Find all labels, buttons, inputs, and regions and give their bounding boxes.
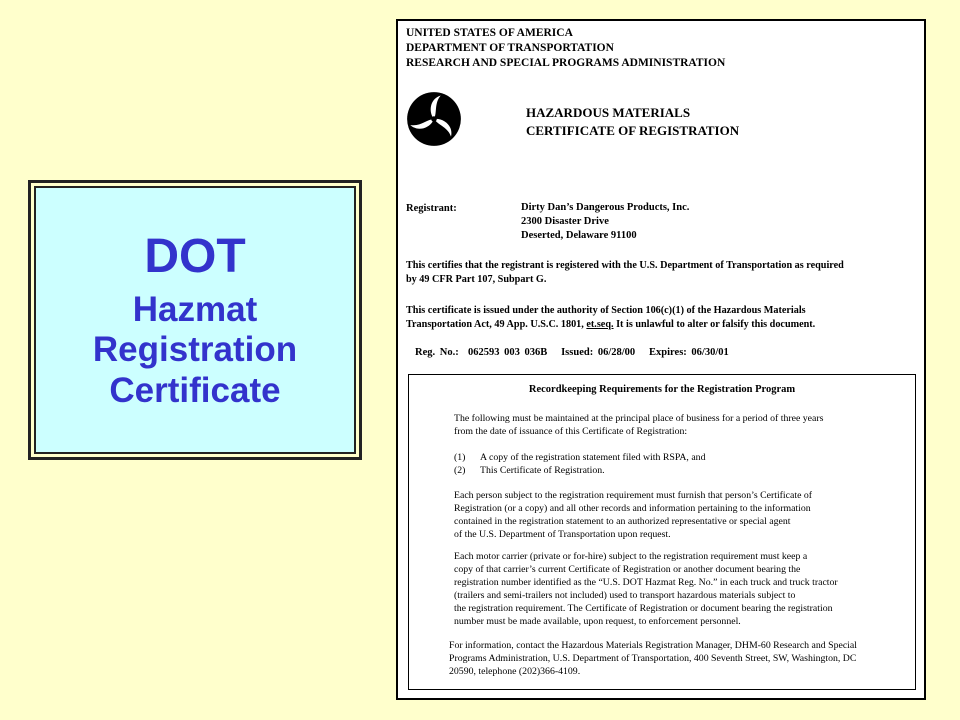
- list-item-text: A copy of the registration statement filed with RSPA, and: [480, 452, 706, 463]
- slide-title-line-3: Registration: [92, 330, 298, 370]
- recordkeeping-items: [454, 451, 705, 477]
- paragraph-line: number must be made available, upon request, to enforcement personnel.: [454, 616, 741, 627]
- certificate-document: [396, 19, 926, 700]
- agency-line: RESEARCH AND SPECIAL PROGRAMS ADMINISTRATION: [406, 57, 726, 69]
- paragraph-line: This certifies that the registrant is registered with the U.S. Department of Transportation as required: [406, 260, 844, 271]
- certificate-title-line: HAZARDOUS MATERIALS: [526, 105, 691, 120]
- et-seq-text: et.seq.: [586, 319, 614, 330]
- slide-title-frame: [28, 180, 362, 460]
- paragraph-line: [406, 318, 815, 332]
- paragraph-line: the registration requirement. The Certificate of Registration or document bearing the registration: [454, 603, 833, 614]
- certificate-title-line: CERTIFICATE OF REGISTRATION: [526, 123, 740, 138]
- paragraph-line: This certificate is issued under the authority of Section 106(c)(1) of the Hazardous Materials: [406, 305, 806, 316]
- expires-label: Expires:: [649, 347, 687, 358]
- paragraph-line: by 49 CFR Part 107, Subpart G.: [406, 274, 547, 285]
- issued-value: 06/28/00: [597, 347, 636, 358]
- paragraph-line: The following must be maintained at the principal place of business for a period of three years: [454, 413, 824, 424]
- recordkeeping-furnish-paragraph: [454, 489, 812, 541]
- authority-text: It is unlawful to alter or falsify this document.: [613, 319, 816, 330]
- registrant-line: Dirty Dan’s Dangerous Products, Inc.: [521, 202, 690, 213]
- paragraph-line: 20590, telephone (202)366-4109.: [449, 666, 581, 677]
- list-item-number: (1): [454, 452, 466, 463]
- slide-title-line-2: Hazmat: [132, 290, 258, 330]
- agency-line: DEPARTMENT OF TRANSPORTATION: [406, 42, 614, 54]
- paragraph-line: Programs Administration, U.S. Department of Transportation, 400 Seventh Street, SW, Washington, DC: [449, 653, 857, 664]
- recordkeeping-box: [408, 374, 916, 690]
- paragraph-line: contained in the registration statement to an authorized representative or special agent: [454, 516, 791, 527]
- list-item-text: This Certificate of Registration.: [480, 465, 605, 476]
- recordkeeping-title: Recordkeeping Requirements for the Registration Program: [528, 384, 796, 395]
- issued-label: Issued:: [561, 347, 594, 358]
- registration-info-line: [415, 347, 729, 358]
- authority-text: Transportation Act, 49 App. U.S.C. 1801,: [406, 319, 587, 330]
- authority-paragraph: [406, 304, 815, 332]
- paragraph-line: (trailers and semi-trailers not included) used to transport hazardous materials subject to: [454, 590, 796, 601]
- certificate-title: [526, 104, 739, 140]
- paragraph-line: Each motor carrier (private or for-hire) subject to the registration requirement must keep a: [454, 551, 808, 562]
- recordkeeping-motor-carrier-paragraph: [454, 550, 838, 628]
- slide-title-line-1: DOT: [144, 230, 246, 284]
- reg-no-value: 062593 003 036B: [467, 347, 548, 358]
- slide-title-box: [34, 186, 356, 454]
- paragraph-line: of the U.S. Department of Transportation upon request.: [454, 529, 671, 540]
- registrant-label: Registrant:: [406, 203, 457, 214]
- registrant-line: Deserted, Delaware 91100: [521, 230, 637, 241]
- slide-title-line-4: Certificate: [109, 370, 281, 410]
- expires-value: 06/30/01: [691, 347, 729, 358]
- paragraph-line: For information, contact the Hazardous Materials Registration Manager, DHM-60 Research and Special: [449, 640, 857, 651]
- paragraph-line: copy of that carrier’s current Certificate of Registration or another document bearing the: [454, 564, 801, 575]
- paragraph-line: from the date of issuance of this Certificate of Registration:: [454, 426, 688, 437]
- list-item: [454, 451, 705, 464]
- registrant-line: 2300 Disaster Drive: [521, 216, 609, 227]
- certifies-paragraph: [406, 259, 844, 287]
- list-item: [454, 464, 705, 477]
- list-item-number: (2): [454, 465, 466, 476]
- dot-logo-icon: [406, 91, 462, 147]
- reg-no-label: Reg. No.:: [415, 347, 459, 358]
- agency-line: UNITED STATES OF AMERICA: [406, 27, 573, 39]
- paragraph-line: Each person subject to the registration requirement must furnish that person’s Certificate of: [454, 490, 813, 501]
- registrant-address: [521, 201, 689, 243]
- paragraph-line: Registration (or a copy) and all other records and information pertaining to the information: [454, 503, 811, 514]
- recordkeeping-intro: [454, 412, 823, 438]
- recordkeeping-contact-paragraph: [449, 639, 857, 678]
- paragraph-line: registration number identified as the “U.S. DOT Hazmat Reg. No.” in each truck and truck tractor: [454, 577, 838, 588]
- agency-header: [406, 26, 725, 71]
